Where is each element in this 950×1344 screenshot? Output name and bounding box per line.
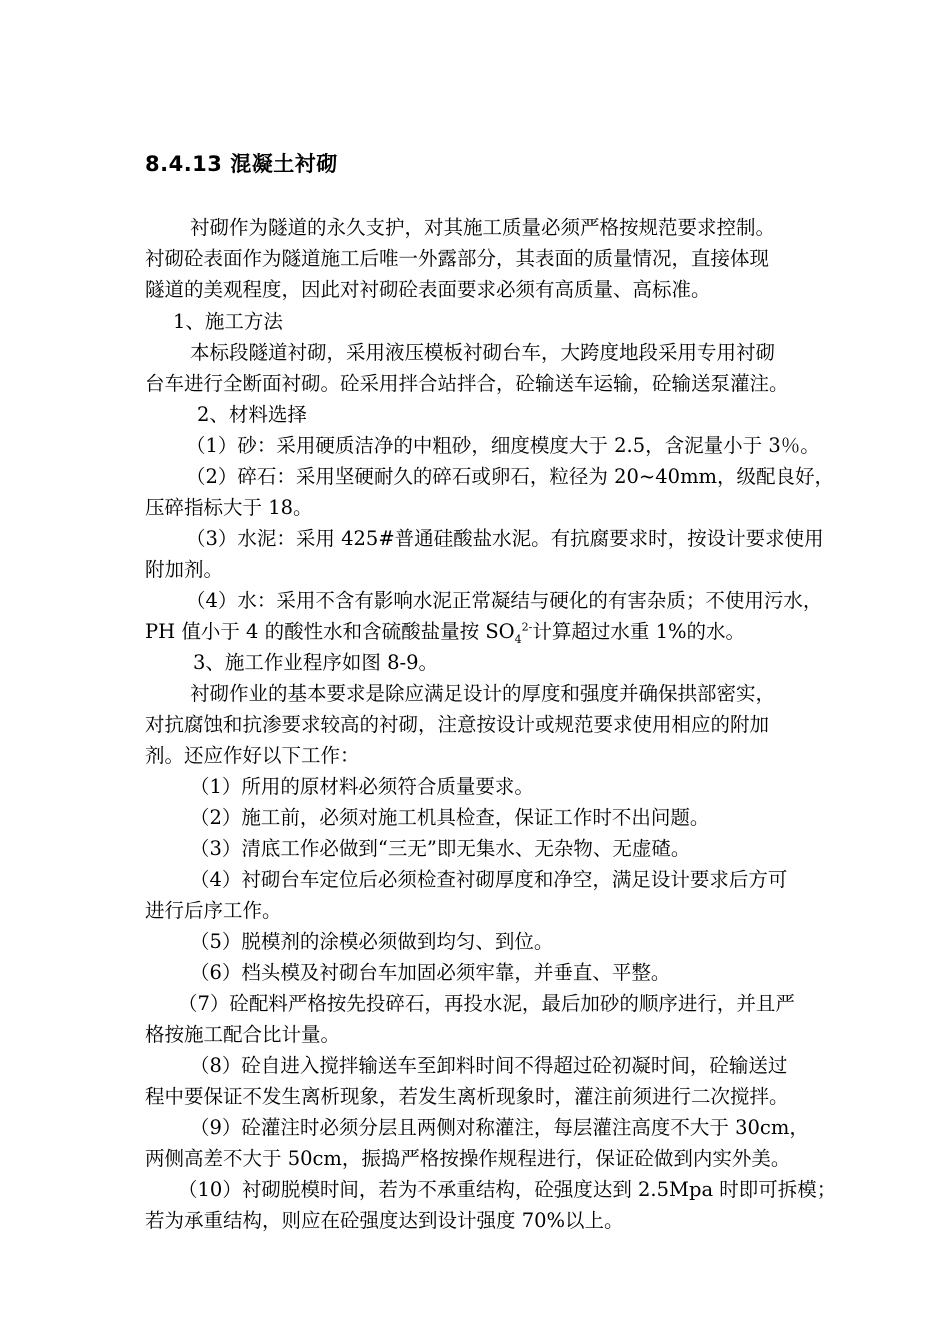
list-item: （5）脱模剂的涂模必须做到均匀、到位。 xyxy=(190,930,554,953)
list-item: （4）衬砌台车定位后必须检查衬砌厚度和净空，满足设计要求后方可 xyxy=(190,868,788,891)
list-item: （3）清底工作必做到“三无”即无集水、无杂物、无虚碴。 xyxy=(190,837,691,860)
list-item: （7）砼配料严格按先投碎石，再投水泥，最后加砂的顺序进行，并且严 xyxy=(178,992,795,1015)
list-item: （2）碎石：采用坚硬耐久的碎石或卵石，粒径为 20~40mm，级配良好， xyxy=(186,465,835,488)
paragraph-line: 衬砌作业的基本要求是除应满足设计的厚度和强度并确保拱部密实， xyxy=(190,682,776,705)
list-item: （10）衬砌脱模时间，若为不承重结构，砼强度达到 2.5Mpa 时即可拆模； xyxy=(178,1178,837,1201)
paragraph-line: 程中要保证不发生离析现象，若发生离析现象时，灌注前须进行二次搅拌。 xyxy=(145,1085,789,1108)
paragraph-line: 两侧高差不大于 50cm，振捣严格按操作规程进行，保证砼做到内实外美。 xyxy=(145,1147,791,1170)
list-item: （3）水泥：采用 425#普通硅酸盐水泥。有抗腐要求时，按设计要求使用 xyxy=(186,527,824,550)
subsection-heading: 3、施工作业程序如图 8-9。 xyxy=(193,651,439,674)
paragraph-line: 进行后序工作。 xyxy=(145,899,282,922)
subsection-heading: 2、材料选择 xyxy=(197,403,307,426)
paragraph-line: 衬砌砼表面作为隧道施工后唯一外露部分，其表面的质量情况，直接体现 xyxy=(145,247,770,270)
list-item: （1）砂：采用硬质洁净的中粗砂，细度模度大于 2.5，含泥量小于 3％。 xyxy=(186,434,820,457)
paragraph-line: 对抗腐蚀和抗渗要求较高的衬砌，注意按设计或规范要求使用相应的附加 xyxy=(145,713,770,736)
paragraph-line: 本标段隧道衬砌，采用液压模板衬砌台车，大跨度地段采用专用衬砌 xyxy=(190,341,776,364)
paragraph-line: 若为承重结构，则应在砼强度达到设计强度 70%以上。 xyxy=(145,1209,624,1232)
paragraph-line: 压碎指标大于 18。 xyxy=(145,496,313,519)
list-item: （6）档头模及衬砌台车加固必须牢靠，并垂直、平整。 xyxy=(190,961,671,984)
paragraph-line: 格按施工配合比计量。 xyxy=(145,1023,341,1046)
subsection-heading: 1、施工方法 xyxy=(173,310,283,333)
line-text-post: 计算超过水重 1%的水。 xyxy=(532,620,746,643)
paragraph-line: 附加剂。 xyxy=(145,558,224,581)
list-item: （8）砼自进入搅拌输送车至卸料时间不得超过砼初凝时间，砼输送过 xyxy=(190,1054,788,1077)
list-item: （1）所用的原材料必须符合质量要求。 xyxy=(190,775,534,798)
superscript: 2- xyxy=(521,620,533,634)
paragraph-line: 隧道的美观程度，因此对衬砌砼表面要求必须有高质量、高标准。 xyxy=(145,278,711,301)
paragraph-line: 台车进行全断面衬砌。砼采用拌合站拌合，砼输送车运输，砼输送泵灌注。 xyxy=(145,372,789,395)
list-item: （2）施工前，必须对施工机具检查，保证工作时不出问题。 xyxy=(190,806,710,829)
section-heading: 8.4.13 混凝土衬砌 xyxy=(145,152,338,176)
list-item: （9）砼灌注时必须分层且两侧对称灌注，每层灌注高度不大于 30cm， xyxy=(190,1116,809,1139)
subscript: 4 xyxy=(514,632,522,646)
paragraph-line: 衬砌作为隧道的永久支护，对其施工质量必须严格按规范要求控制。 xyxy=(190,216,776,239)
paragraph-line xyxy=(145,617,745,647)
list-item: （4）水：采用不含有影响水泥正常凝结与硬化的有害杂质；不使用污水， xyxy=(186,589,823,612)
line-text-pre: PH 值小于 4 的酸性水和含硫酸盐量按 SO xyxy=(145,620,515,643)
paragraph-line: 剂。还应作好以下工作： xyxy=(145,744,360,767)
